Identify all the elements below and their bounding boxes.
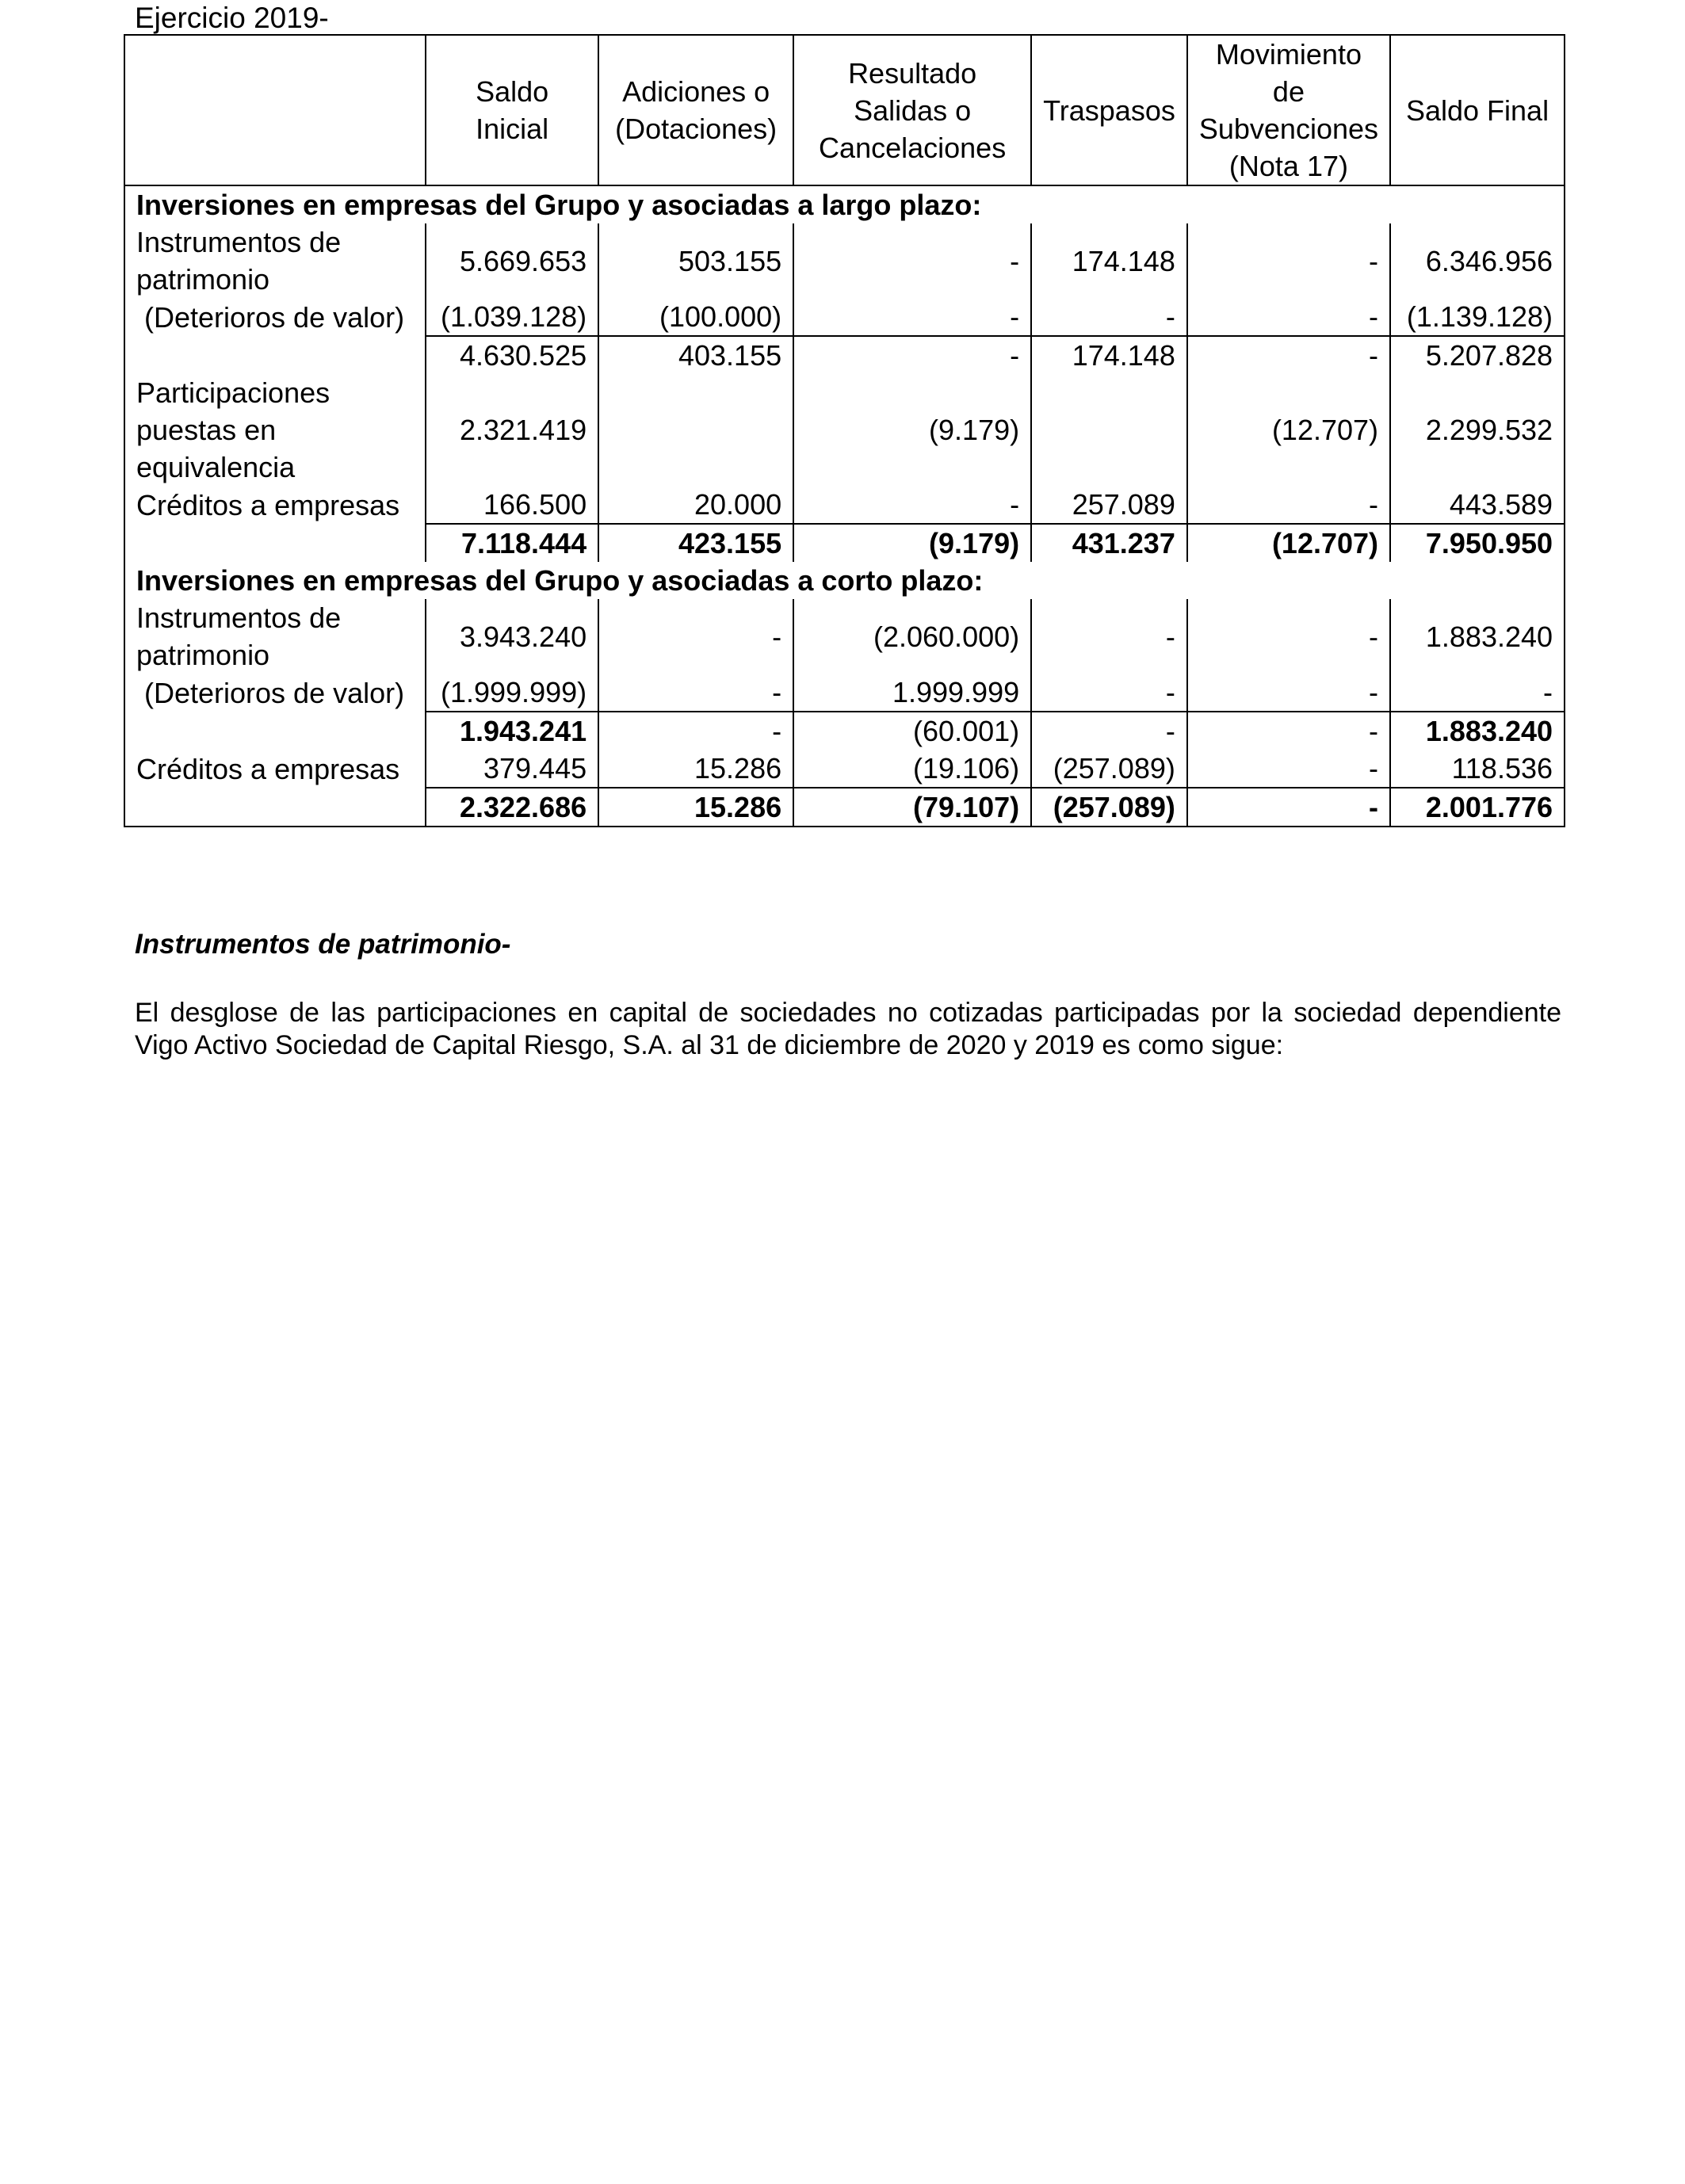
body-paragraph: El desglose de las participaciones en capital de sociedades no cotizadas participadas por la sociedad dependiente Vigo Activo Sociedad de Capital Riesgo, S.A. al 31 de diciembre de 2020 y 2019 es como sigue:	[135, 998, 1561, 1060]
cell: -	[1187, 486, 1390, 524]
subtotal-row	[124, 712, 1565, 750]
cell: -	[598, 599, 793, 674]
cell: (79.107)	[793, 788, 1031, 827]
cell: -	[1031, 712, 1187, 750]
cell: (1.999.999)	[426, 674, 598, 712]
cell: 1.883.240	[1390, 712, 1565, 750]
total-row	[124, 788, 1565, 827]
cell: 15.286	[598, 750, 793, 788]
cell: -	[1390, 674, 1565, 712]
cell	[1031, 374, 1187, 486]
cell: -	[598, 674, 793, 712]
table-row	[124, 223, 1565, 298]
cell: 2.321.419	[426, 374, 598, 486]
cell: (257.089)	[1031, 788, 1187, 827]
cell: -	[1031, 674, 1187, 712]
cell: -	[793, 298, 1031, 336]
header-saldo-inicial: Saldo Inicial	[426, 35, 598, 185]
table-row	[124, 298, 1565, 336]
cell: 5.207.828	[1390, 336, 1565, 374]
row-label: (Deterioros de valor)	[136, 676, 405, 709]
cell	[598, 374, 793, 486]
cell: 1.999.999	[793, 674, 1031, 712]
cell: 174.148	[1031, 336, 1187, 374]
cell: 7.118.444	[426, 524, 598, 562]
cell: -	[1031, 298, 1187, 336]
cell: -	[1187, 674, 1390, 712]
table-row	[124, 750, 1565, 788]
cell: 379.445	[426, 750, 598, 788]
cell: 2.299.532	[1390, 374, 1565, 486]
cell: 2.001.776	[1390, 788, 1565, 827]
row-label: (Deterioros de valor)	[136, 300, 405, 334]
cell: -	[793, 223, 1031, 298]
section-heading-row	[124, 185, 1565, 223]
section-heading-largo: Inversiones en empresas del Grupo y asociadas a largo plazo:	[124, 185, 1565, 223]
cell: -	[1187, 223, 1390, 298]
row-label	[124, 336, 426, 374]
cell: 15.286	[598, 788, 793, 827]
cell: (9.179)	[793, 374, 1031, 486]
cell: (1.139.128)	[1390, 298, 1565, 336]
total-row	[124, 524, 1565, 562]
cell: 1.943.241	[426, 712, 598, 750]
table-row	[124, 486, 1565, 524]
cell: (19.106)	[793, 750, 1031, 788]
cell: (12.707)	[1187, 524, 1390, 562]
cell: 423.155	[598, 524, 793, 562]
header-movimiento: Movimiento de Subvenciones (Nota 17)	[1187, 35, 1390, 185]
table-row	[124, 599, 1565, 674]
table-row	[124, 374, 1565, 486]
cell: (12.707)	[1187, 374, 1390, 486]
cell: 174.148	[1031, 223, 1187, 298]
table-row	[124, 674, 1565, 712]
header-saldo-final: Saldo Final	[1390, 35, 1565, 185]
cell: 403.155	[598, 336, 793, 374]
cell: 2.322.686	[426, 788, 598, 827]
cell: 4.630.525	[426, 336, 598, 374]
cell: 443.589	[1390, 486, 1565, 524]
row-label	[124, 524, 426, 562]
header-adiciones: Adiciones o (Dotaciones)	[598, 35, 793, 185]
row-label	[124, 788, 426, 827]
cell: 503.155	[598, 223, 793, 298]
cell: (2.060.000)	[793, 599, 1031, 674]
cell: -	[793, 336, 1031, 374]
section-heading-row	[124, 562, 1565, 599]
cell: 257.089	[1031, 486, 1187, 524]
cell: (257.089)	[1031, 750, 1187, 788]
row-label: Instrumentos de patrimonio	[136, 601, 342, 671]
section-title: Ejercicio 2019-	[135, 2, 329, 34]
header-traspasos: Traspasos	[1031, 35, 1187, 185]
cell: -	[1187, 298, 1390, 336]
cell: (60.001)	[793, 712, 1031, 750]
cell: -	[1187, 750, 1390, 788]
cell: 431.237	[1031, 524, 1187, 562]
header-row	[124, 35, 1565, 185]
cell: -	[793, 486, 1031, 524]
cell: -	[1187, 599, 1390, 674]
cell: 7.950.950	[1390, 524, 1565, 562]
row-label: Participaciones puestas en equivalencia	[136, 376, 331, 483]
row-label	[124, 712, 426, 750]
cell: -	[1187, 788, 1390, 827]
cell: 166.500	[426, 486, 598, 524]
header-blank	[124, 35, 426, 185]
cell: (1.039.128)	[426, 298, 598, 336]
cell: 20.000	[598, 486, 793, 524]
cell: -	[1187, 336, 1390, 374]
row-label: Instrumentos de patrimonio	[136, 226, 342, 296]
section-heading-corto: Inversiones en empresas del Grupo y asociadas a corto plazo:	[136, 564, 984, 597]
row-label: Créditos a empresas	[136, 488, 400, 521]
cell: (9.179)	[793, 524, 1031, 562]
cell: -	[598, 712, 793, 750]
cell: 6.346.956	[1390, 223, 1565, 298]
subheading: Instrumentos de patrimonio-	[135, 929, 511, 960]
cell: (100.000)	[598, 298, 793, 336]
cell: 1.883.240	[1390, 599, 1565, 674]
investments-table	[124, 34, 1565, 827]
header-resultado: Resultado Salidas o Cancelaciones	[793, 35, 1031, 185]
cell: -	[1031, 599, 1187, 674]
cell: 3.943.240	[426, 599, 598, 674]
subtotal-row	[124, 336, 1565, 374]
cell: 5.669.653	[426, 223, 598, 298]
cell: -	[1187, 712, 1390, 750]
row-label: Créditos a empresas	[136, 752, 400, 785]
cell: 118.536	[1390, 750, 1565, 788]
